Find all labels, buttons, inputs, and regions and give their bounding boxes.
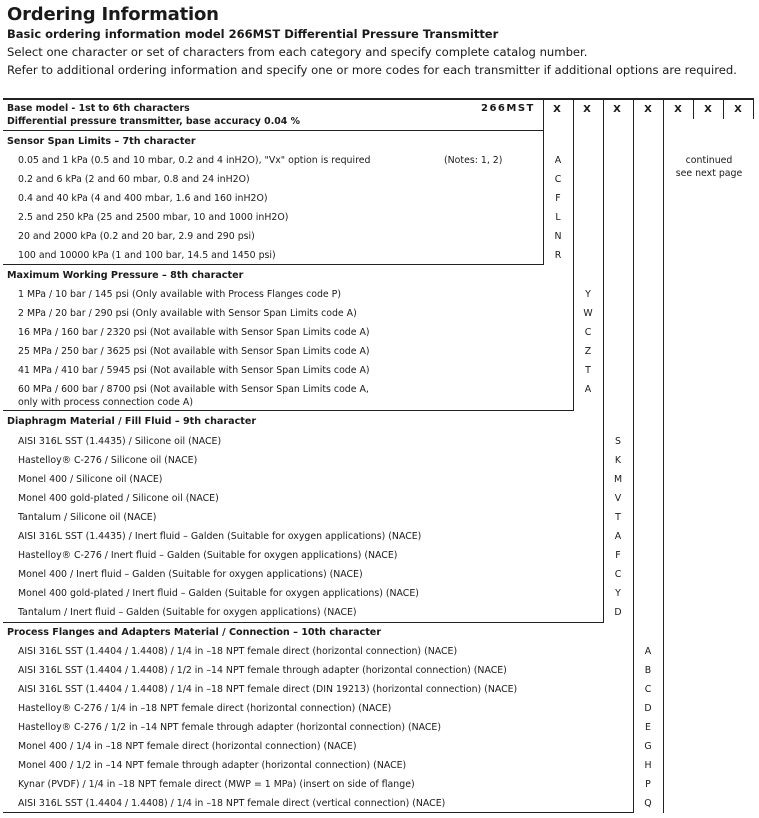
diaphragm-code: M	[613, 474, 623, 485]
col-11-divider	[663, 100, 664, 813]
sensor-code: A	[554, 155, 562, 166]
col-8-divider	[573, 100, 574, 410]
sensor-row-text: 0.4 and 40 kPa (4 and 400 mbar, 1.6 and 160 inH2O)	[18, 193, 268, 204]
flange-code: E	[645, 722, 651, 733]
x-col-10: X	[644, 104, 652, 115]
col-12-divider-top	[693, 100, 694, 119]
pressure-code: W	[583, 308, 593, 319]
col-7-divider	[543, 100, 544, 264]
section-title-working-pressure: Maximum Working Pressure – 8th character	[7, 270, 244, 281]
pressure-row-text: 60 MPa / 600 bar / 8700 psi (Not available with Sensor Span Limits code A,	[18, 384, 369, 395]
pressure-code: Z	[584, 346, 592, 357]
flange-code: H	[644, 760, 652, 771]
sensor-code: C	[554, 174, 562, 185]
pressure-row-text: 1 MPa / 10 bar / 145 psi (Only available with Process Flanges code P)	[18, 289, 341, 300]
flange-code: B	[644, 665, 652, 676]
diaphragm-code: C	[614, 569, 622, 580]
intro-text-2: Refer to additional ordering information and specify one or more codes for each transmitter if additional options are required.	[7, 63, 737, 77]
diaphragm-row-text: Tantalum / Inert fluid – Galden (Suitable for oxygen applications) (NACE)	[18, 607, 357, 618]
continued-note: continued	[685, 155, 733, 166]
diaphragm-code: Y	[615, 588, 621, 599]
pressure-row-text: 25 MPa / 250 bar / 3625 psi (Not available with Sensor Span Limits code A)	[18, 346, 370, 357]
flange-code: Q	[644, 798, 652, 809]
col-9-divider	[603, 100, 604, 622]
diaphragm-code: A	[614, 531, 622, 542]
page-title: Ordering Information	[7, 4, 219, 25]
x-col-7: X	[553, 104, 561, 115]
sensor-code: R	[554, 250, 562, 261]
col-end-divider-top	[753, 100, 754, 119]
diaphragm-code: F	[615, 550, 621, 561]
pressure-row-text: 16 MPa / 160 bar / 2320 psi (Not available with Sensor Span Limits code A)	[18, 327, 370, 338]
diaphragm-code: T	[615, 512, 621, 523]
flange-section-bottom	[3, 812, 634, 813]
flange-row-text: Hastelloy® C-276 / 1/2 in –14 NPT female through adapter (horizontal connection) (NACE)	[18, 722, 441, 733]
diaphragm-row-text: Tantalum / Silicone oil (NACE)	[18, 512, 157, 523]
flange-row-text: Hastelloy® C-276 / 1/4 in –18 NPT female direct (horizontal connection) (NACE)	[18, 703, 392, 714]
flange-code: A	[644, 646, 652, 657]
pressure-row-text-cont: only with process connection code A)	[18, 397, 193, 408]
flange-row-text: Monel 400 / 1/2 in –14 NPT female through adapter (horizontal connection) (NACE)	[18, 760, 407, 771]
section-title-sensor-span: Sensor Span Limits – 7th character	[7, 136, 196, 147]
header-rule	[3, 98, 754, 100]
base-model-description: Differential pressure transmitter, base accuracy 0.04 %	[7, 116, 300, 127]
flange-code: G	[644, 741, 652, 752]
col-10-divider	[633, 100, 634, 813]
model-number: 266MST	[481, 103, 535, 114]
diaphragm-row-text: Monel 400 gold-plated / Silicone oil (NACE)	[18, 493, 219, 504]
diaphragm-row-text: Hastelloy® C-276 / Inert fluid – Galden (Suitable for oxygen applications) (NACE)	[18, 550, 398, 561]
x-col-13: X	[734, 104, 742, 115]
pressure-code: A	[584, 384, 592, 395]
diaphragm-row-text: AISI 316L SST (1.4435) / Inert fluid – Galden (Suitable for oxygen applications) (NACE)	[18, 531, 422, 542]
pressure-section-bottom	[3, 410, 574, 411]
sensor-code: N	[554, 231, 562, 242]
pressure-code: C	[584, 327, 592, 338]
pressure-row-text: 41 MPa / 410 bar / 5945 psi (Not available with Sensor Span Limits code A)	[18, 365, 370, 376]
sensor-row-text: 20 and 2000 kPa (0.2 and 20 bar, 2.9 and 290 psi)	[18, 231, 255, 242]
x-col-12: X	[704, 104, 712, 115]
flange-row-text: AISI 316L SST (1.4404 / 1.4408) / 1/4 in –18 NPT female direct (vertical connection) (NACE)	[18, 798, 446, 809]
continued-note-2: see next page	[675, 168, 743, 179]
diaphragm-code: S	[615, 436, 621, 447]
intro-text-1: Select one character or set of characters from each category and specify complete catalog number.	[7, 45, 588, 59]
flange-row-text: AISI 316L SST (1.4404 / 1.4408) / 1/2 in –14 NPT female through adapter (horizontal connection) (NACE)	[18, 665, 507, 676]
diaphragm-code: V	[614, 493, 622, 504]
diaphragm-row-text: Monel 400 gold-plated / Inert fluid – Galden (Suitable for oxygen applications) (NACE)	[18, 588, 419, 599]
sensor-code: L	[555, 212, 561, 223]
x-col-11: X	[674, 104, 682, 115]
pressure-row-text: 2 MPa / 20 bar / 290 psi (Only available with Sensor Span Limits code A)	[18, 308, 357, 319]
flange-row-text: Kynar (PVDF) / 1/4 in –18 NPT female direct (MWP = 1 MPa) (insert on side of flange)	[18, 779, 415, 790]
x-col-9: X	[613, 104, 621, 115]
diaphragm-row-text: AISI 316L SST (1.4435) / Silicone oil (NACE)	[18, 436, 222, 447]
pressure-code: Y	[585, 289, 591, 300]
flange-row-text: AISI 316L SST (1.4404 / 1.4408) / 1/4 in –18 NPT female direct (DIN 19213) (horizontal connection) (NACE)	[18, 684, 518, 695]
x-col-8: X	[583, 104, 591, 115]
page-subtitle: Basic ordering information model 266MST Differential Pressure Transmitter	[7, 27, 499, 41]
base-row-bottom-line	[3, 130, 544, 131]
sensor-section-bottom	[3, 264, 544, 265]
flange-row-text: Monel 400 / 1/4 in –18 NPT female direct (horizontal connection) (NACE)	[18, 741, 357, 752]
flange-code: C	[644, 684, 652, 695]
diaphragm-row-text: Monel 400 / Silicone oil (NACE)	[18, 474, 163, 485]
sensor-row-note: (Notes: 1, 2)	[444, 155, 503, 166]
section-title-diaphragm: Diaphragm Material / Fill Fluid – 9th character	[7, 416, 257, 427]
diaphragm-row-text: Monel 400 / Inert fluid – Galden (Suitable for oxygen applications) (NACE)	[18, 569, 363, 580]
section-title-process-flanges: Process Flanges and Adapters Material / Connection – 10th character	[7, 627, 382, 638]
sensor-row-text: 0.05 and 1 kPa (0.5 and 10 mbar, 0.2 and 4 inH2O), "Vx" option is required	[18, 155, 371, 166]
diaphragm-row-text: Hastelloy® C-276 / Silicone oil (NACE)	[18, 455, 198, 466]
pressure-code: T	[585, 365, 591, 376]
flange-row-text: AISI 316L SST (1.4404 / 1.4408) / 1/4 in –18 NPT female direct (horizontal connection) (NACE)	[18, 646, 458, 657]
diaphragm-code: K	[614, 455, 622, 466]
col-13-divider-top	[723, 100, 724, 119]
flange-code: D	[644, 703, 652, 714]
sensor-code: F	[555, 193, 561, 204]
diaphragm-section-bottom	[3, 622, 604, 623]
diaphragm-code: D	[614, 607, 622, 618]
base-model-label: Base model - 1st to 6th characters	[7, 103, 190, 114]
sensor-row-text: 100 and 10000 kPa (1 and 100 bar, 14.5 and 1450 psi)	[18, 250, 276, 261]
sensor-row-text: 0.2 and 6 kPa (2 and 60 mbar, 0.8 and 24 inH2O)	[18, 174, 250, 185]
flange-code: P	[645, 779, 651, 790]
sensor-row-text: 2.5 and 250 kPa (25 and 2500 mbar, 10 and 1000 inH2O)	[18, 212, 289, 223]
